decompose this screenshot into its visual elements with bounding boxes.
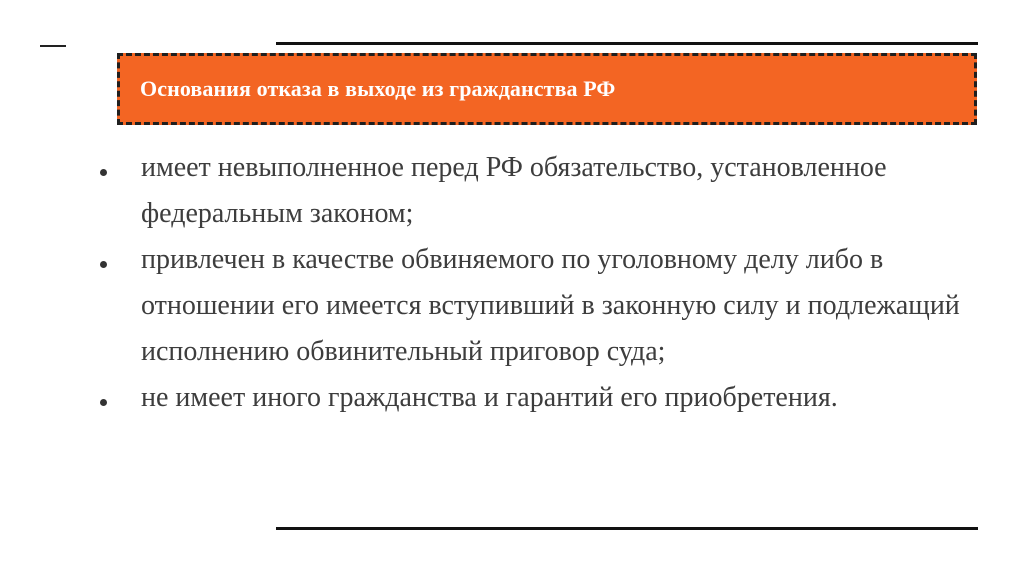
- bullet-text: имеет невыполненное перед РФ обязательство, установленное федеральным законом;: [141, 152, 887, 229]
- bullet-text: привлечен в качестве обвиняемого по уголовному делу либо в отношении его имеется вступивший в законную силу и подлежащий исполнению обвинительный приговор суда;: [141, 244, 960, 367]
- bullet-icon: [100, 261, 107, 268]
- bullet-icon: [100, 399, 107, 406]
- bullet-text: не имеет иного гражданства и гарантий его приобретения.: [141, 382, 838, 413]
- bullet-item: [96, 375, 976, 421]
- bullet-icon: [100, 169, 107, 176]
- decorative-dash: [40, 45, 66, 47]
- bullet-list: [96, 145, 976, 421]
- bullet-item: [96, 145, 976, 237]
- top-rule: [276, 42, 978, 45]
- title-banner: [117, 53, 977, 125]
- bottom-rule: [276, 527, 978, 530]
- slide-title: Основания отказа в выходе из гражданства РФ: [140, 76, 616, 101]
- bullet-item: [96, 237, 976, 375]
